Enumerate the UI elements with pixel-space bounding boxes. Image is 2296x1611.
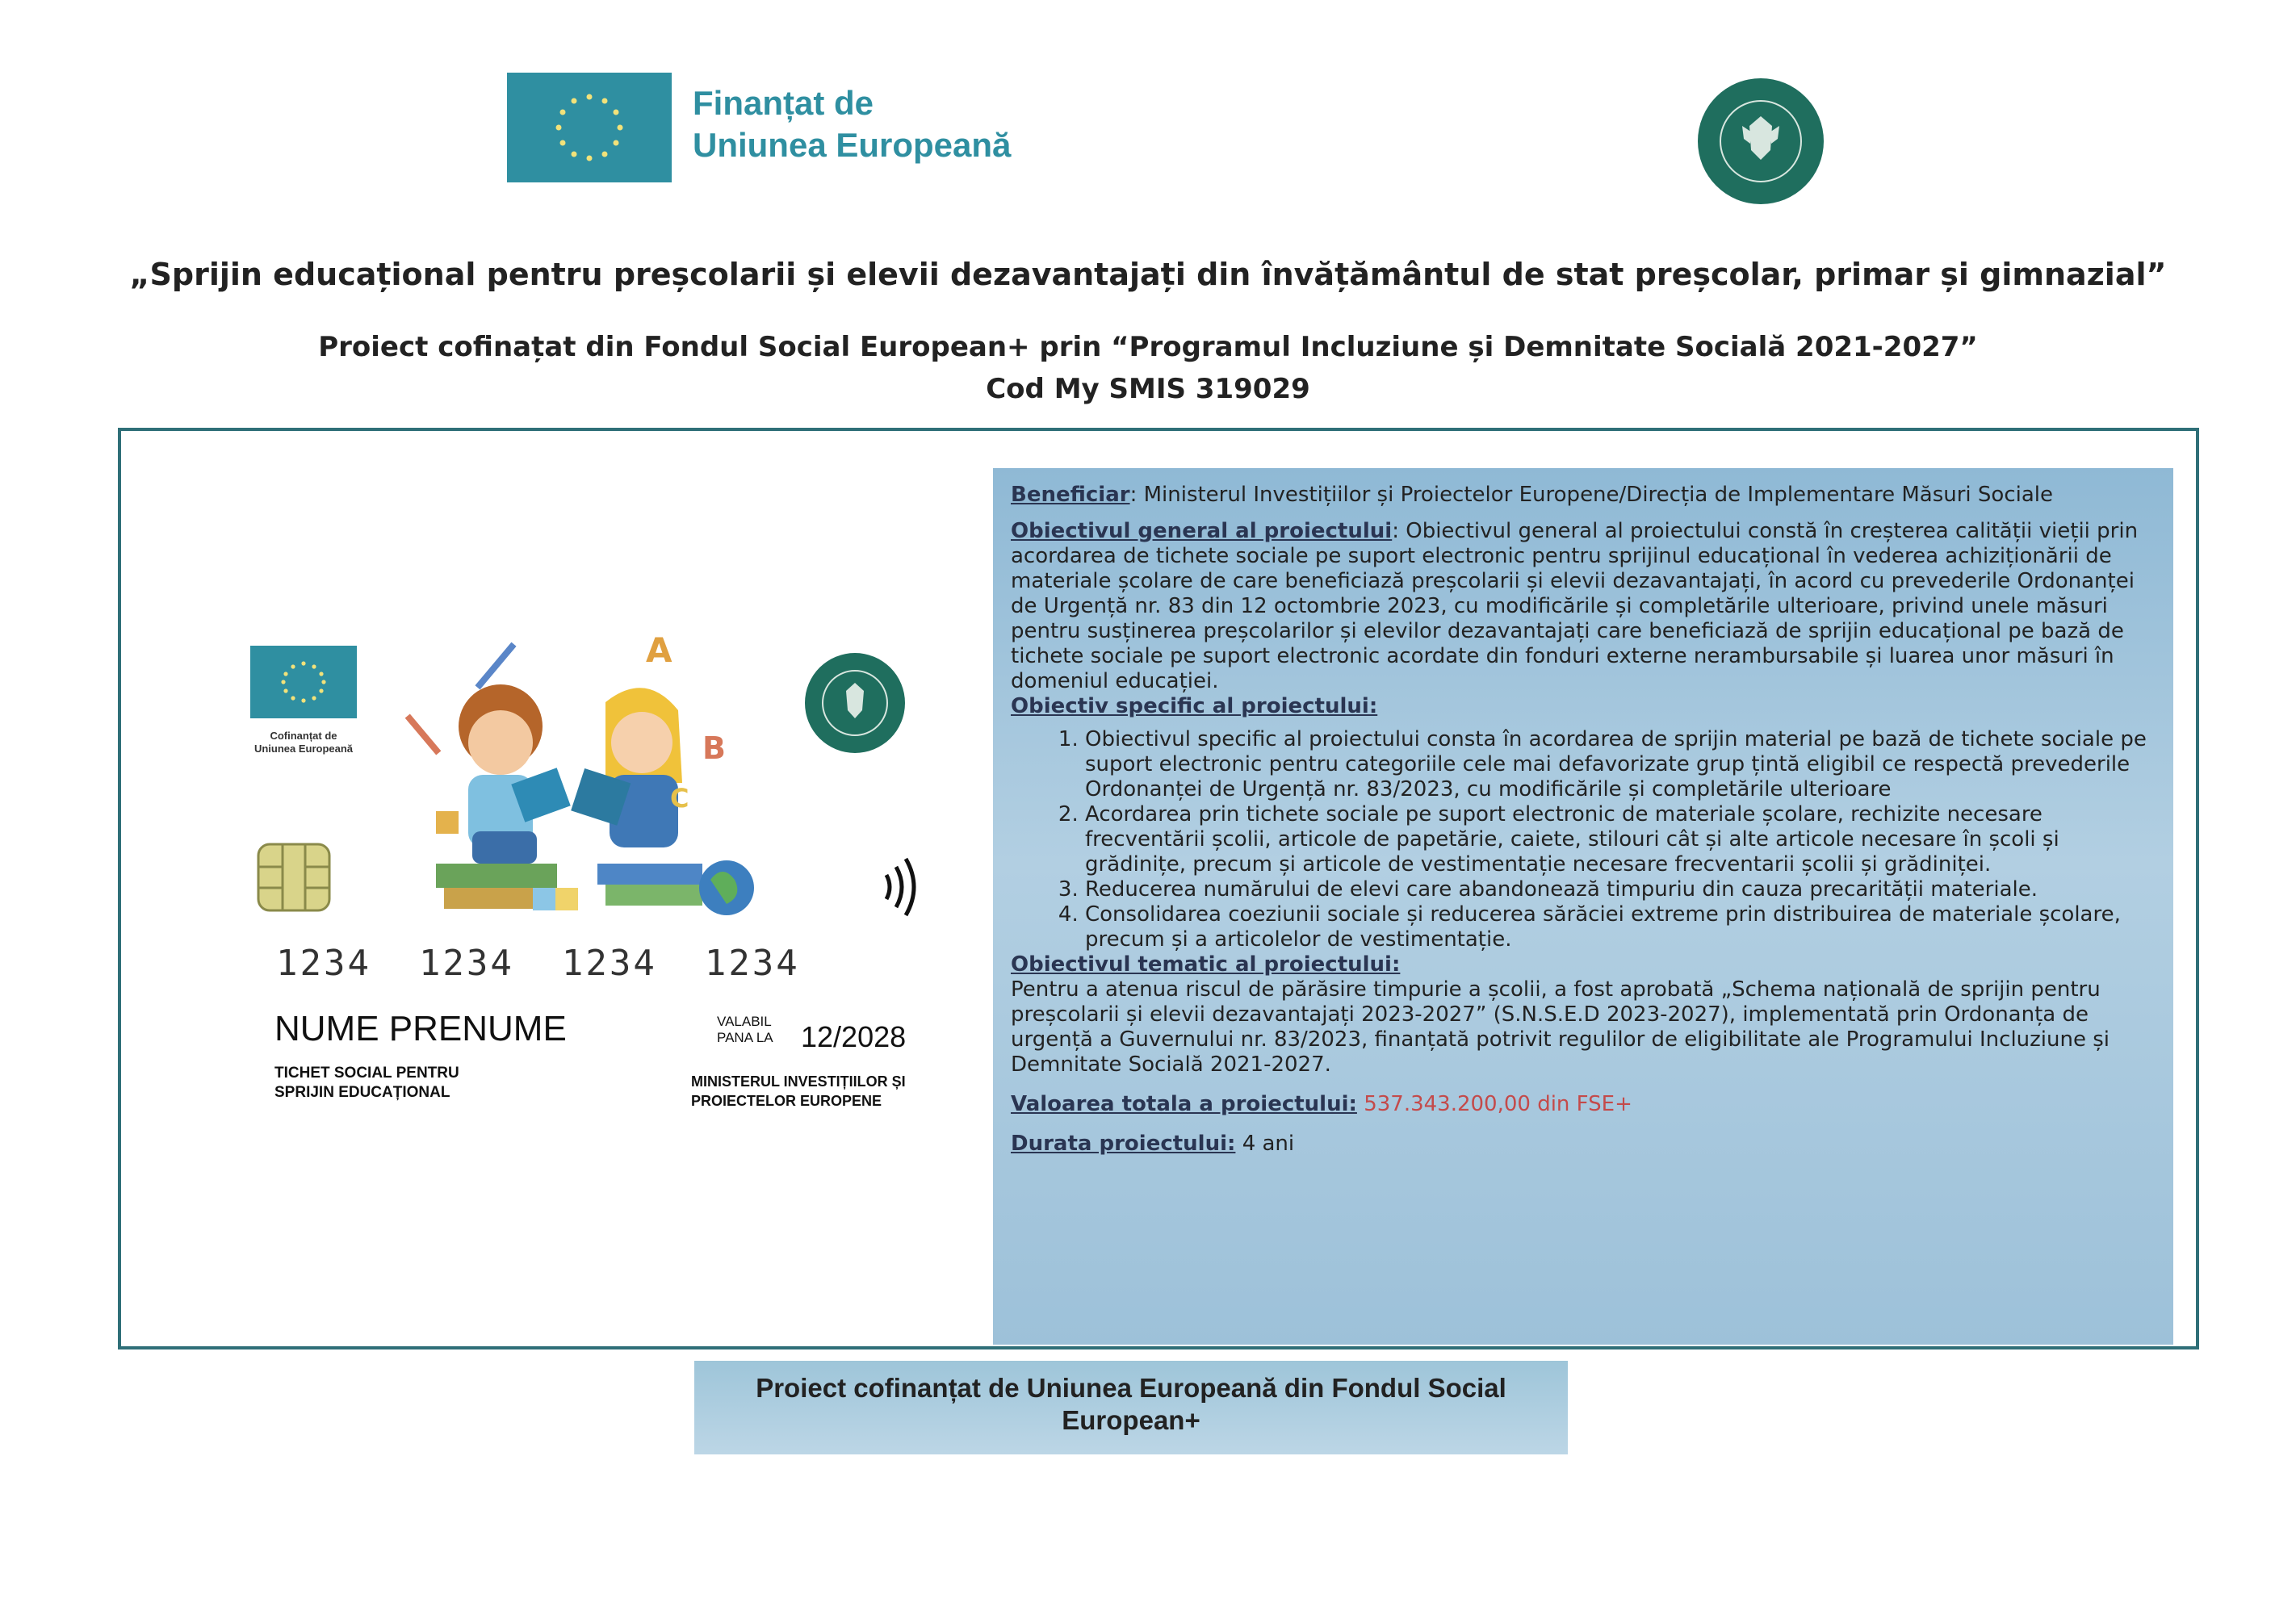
specific-objective-heading — [1011, 694, 2156, 719]
chip-icon — [257, 843, 331, 912]
project-value-paragraph — [1011, 1092, 2156, 1117]
thematic-objective-label: Obiectivul tematic al proiectului: — [1011, 952, 1401, 977]
project-title: „Sprijin educațional pentru preșcolarii și elevii dezavantajați din învățământul de stat preșcolar, primar și gimnazial” — [129, 257, 2167, 292]
thematic-objective-text: Pentru a atenua riscul de părăsire timpurie a școlii, a fost aprobată „Schema națională de sprijin pentru preșcolarii și elevii dezavantajați 2023-2027” (S.N.S.E.D 2023-2027), implementată prin Ordonanța de urgență a Guvernului nr. 83/2023, finanțată potrivit regulilor de eligibilitate ale Programului Incluziune și Demnitate Socială 2021-2027. — [1011, 977, 2110, 1077]
eu-funding-text — [693, 82, 1011, 166]
card-eu-line1: Cofinanțat de — [270, 730, 337, 742]
cofinance-line: Proiect cofinațat din Fondul Social European+ prin “Programul Incluziune și Demnitate Socială 2021-2027” — [318, 331, 1978, 363]
valid-label — [717, 1014, 790, 1046]
children-reading-illustration — [404, 621, 775, 952]
card-type-line2: SPRIJIN EDUCAȚIONAL — [274, 1084, 450, 1101]
project-duration-label: Durata proiectului: — [1011, 1132, 1236, 1156]
card-number: 1234 1234 1234 1234 — [276, 943, 800, 984]
list-item: 3. Reducerea numărului de elevi care abandonează timpuriu din cauza precarității materiale. — [1085, 877, 2156, 902]
footer-line2: European+ — [1062, 1405, 1200, 1435]
list-item: 4. Consolidarea coeziunii sociale și reducerea sărăciei extreme prin distribuirea de materiale școlare, precum și a articolelor de vestimentație. — [1085, 902, 2156, 952]
svg-text:B: B — [702, 730, 726, 766]
project-value-label: Valoarea totala a proiectului: — [1011, 1092, 1357, 1116]
project-value: 537.343.200,00 din FSE+ — [1364, 1092, 1632, 1116]
specific-objective-label: Obiectiv specific al proiectului: — [1011, 694, 1378, 718]
card-issuer-line1: MINISTERUL INVESTIȚIILOR ȘI — [691, 1073, 906, 1090]
card-issuer — [691, 1072, 949, 1111]
list-item: 2. Acordarea prin tichete sociale pe suport electronic de materiale școlare, rechizite necesare frecventării școlii, articole de papetărie, caiete, stilouri cât și alte articole necesare în școli și grădinițe, precum și articole de vestimentație necesare frecventarii școlii și grădiniței. — [1085, 802, 2156, 877]
general-objective-label: Obiectivul general al proiectului — [1011, 519, 1393, 543]
eu-funding-line1: Finanțat de — [693, 84, 874, 122]
svg-text:C: C — [670, 783, 689, 814]
card-issuer-line2: PROIECTELOR EUROPENE — [691, 1093, 882, 1109]
card-gov-seal-icon — [802, 651, 907, 755]
general-objective-paragraph — [1011, 519, 2156, 694]
beneficiar-paragraph — [1011, 483, 2156, 508]
footer-cofinance-banner — [694, 1361, 1568, 1454]
specific-objective-list — [1011, 727, 2156, 952]
footer-line1: Proiect cofinanțat de Uniunea Europeană din Fondul Social — [756, 1373, 1506, 1403]
general-objective-text: : Obiectivul general al proiectului constă în creșterea calității vieții prin acordarea de tichete sociale pe suport electronic pentru sprijinul educațional în vederea achiziționării de materiale școlare de care beneficiază preșcolarii și elevii dezavantajați, în acord cu prevederile Ordonanței de Urgență nr. 83 din 12 octombrie 2023, cu modificările și completările ulterioare, privind unele măsuri pentru susținerea preșcolarilor și elevilor dezavantajați care beneficiază de sprijin educațional pe bază de tichete sociale pe suport electronic acordate din fonduri externe nerambursabile și luarea unor măsuri în domeniul educației. — [1011, 519, 2139, 693]
project-info-panel — [993, 468, 2173, 1345]
beneficiar-label: Beneficiar — [1011, 483, 1130, 507]
card-eu-line2: Uniunea Europeană — [253, 743, 354, 755]
thematic-objective-heading — [1011, 952, 2156, 977]
beneficiar-text: : Ministerul Investițiilor și Proiectelor Europene/Direcția de Implementare Măsuri Sociale — [1129, 483, 2054, 507]
valid-label-line1: VALABIL — [717, 1014, 772, 1029]
card-type-line1: TICHET SOCIAL PENTRU — [274, 1065, 459, 1082]
card-holder-name: NUME PRENUME — [274, 1009, 567, 1048]
card-type — [274, 1064, 517, 1103]
valid-label-line2: PANA LA — [717, 1030, 773, 1045]
project-duration-paragraph — [1011, 1132, 2156, 1157]
eu-flag-icon — [507, 73, 672, 182]
smis-code: Cod My SMIS 319029 — [986, 373, 1310, 405]
eu-funding-line2: Uniunea Europeană — [693, 126, 1012, 164]
card-eu-cofinance-text — [234, 730, 373, 755]
contactless-icon — [878, 851, 927, 923]
list-item: 1. Obiectivul specific al proiectului consta în acordarea de sprijin material pe bază de tichete sociale pe suport electronic pentru categoriile cele mai defavorizate grup țintă eligibil ce respectă prevederile Ordonanței de Urgență nr. 83/2023, cu modificările și completările ulterioare — [1085, 727, 2156, 802]
svg-text:A: A — [646, 630, 672, 670]
guvernul-romaniei-seal-icon — [1695, 76, 1826, 207]
valid-date: 12/2028 — [801, 1020, 907, 1053]
project-duration: 4 ani — [1242, 1132, 1295, 1156]
card-eu-flag-icon — [250, 646, 357, 718]
